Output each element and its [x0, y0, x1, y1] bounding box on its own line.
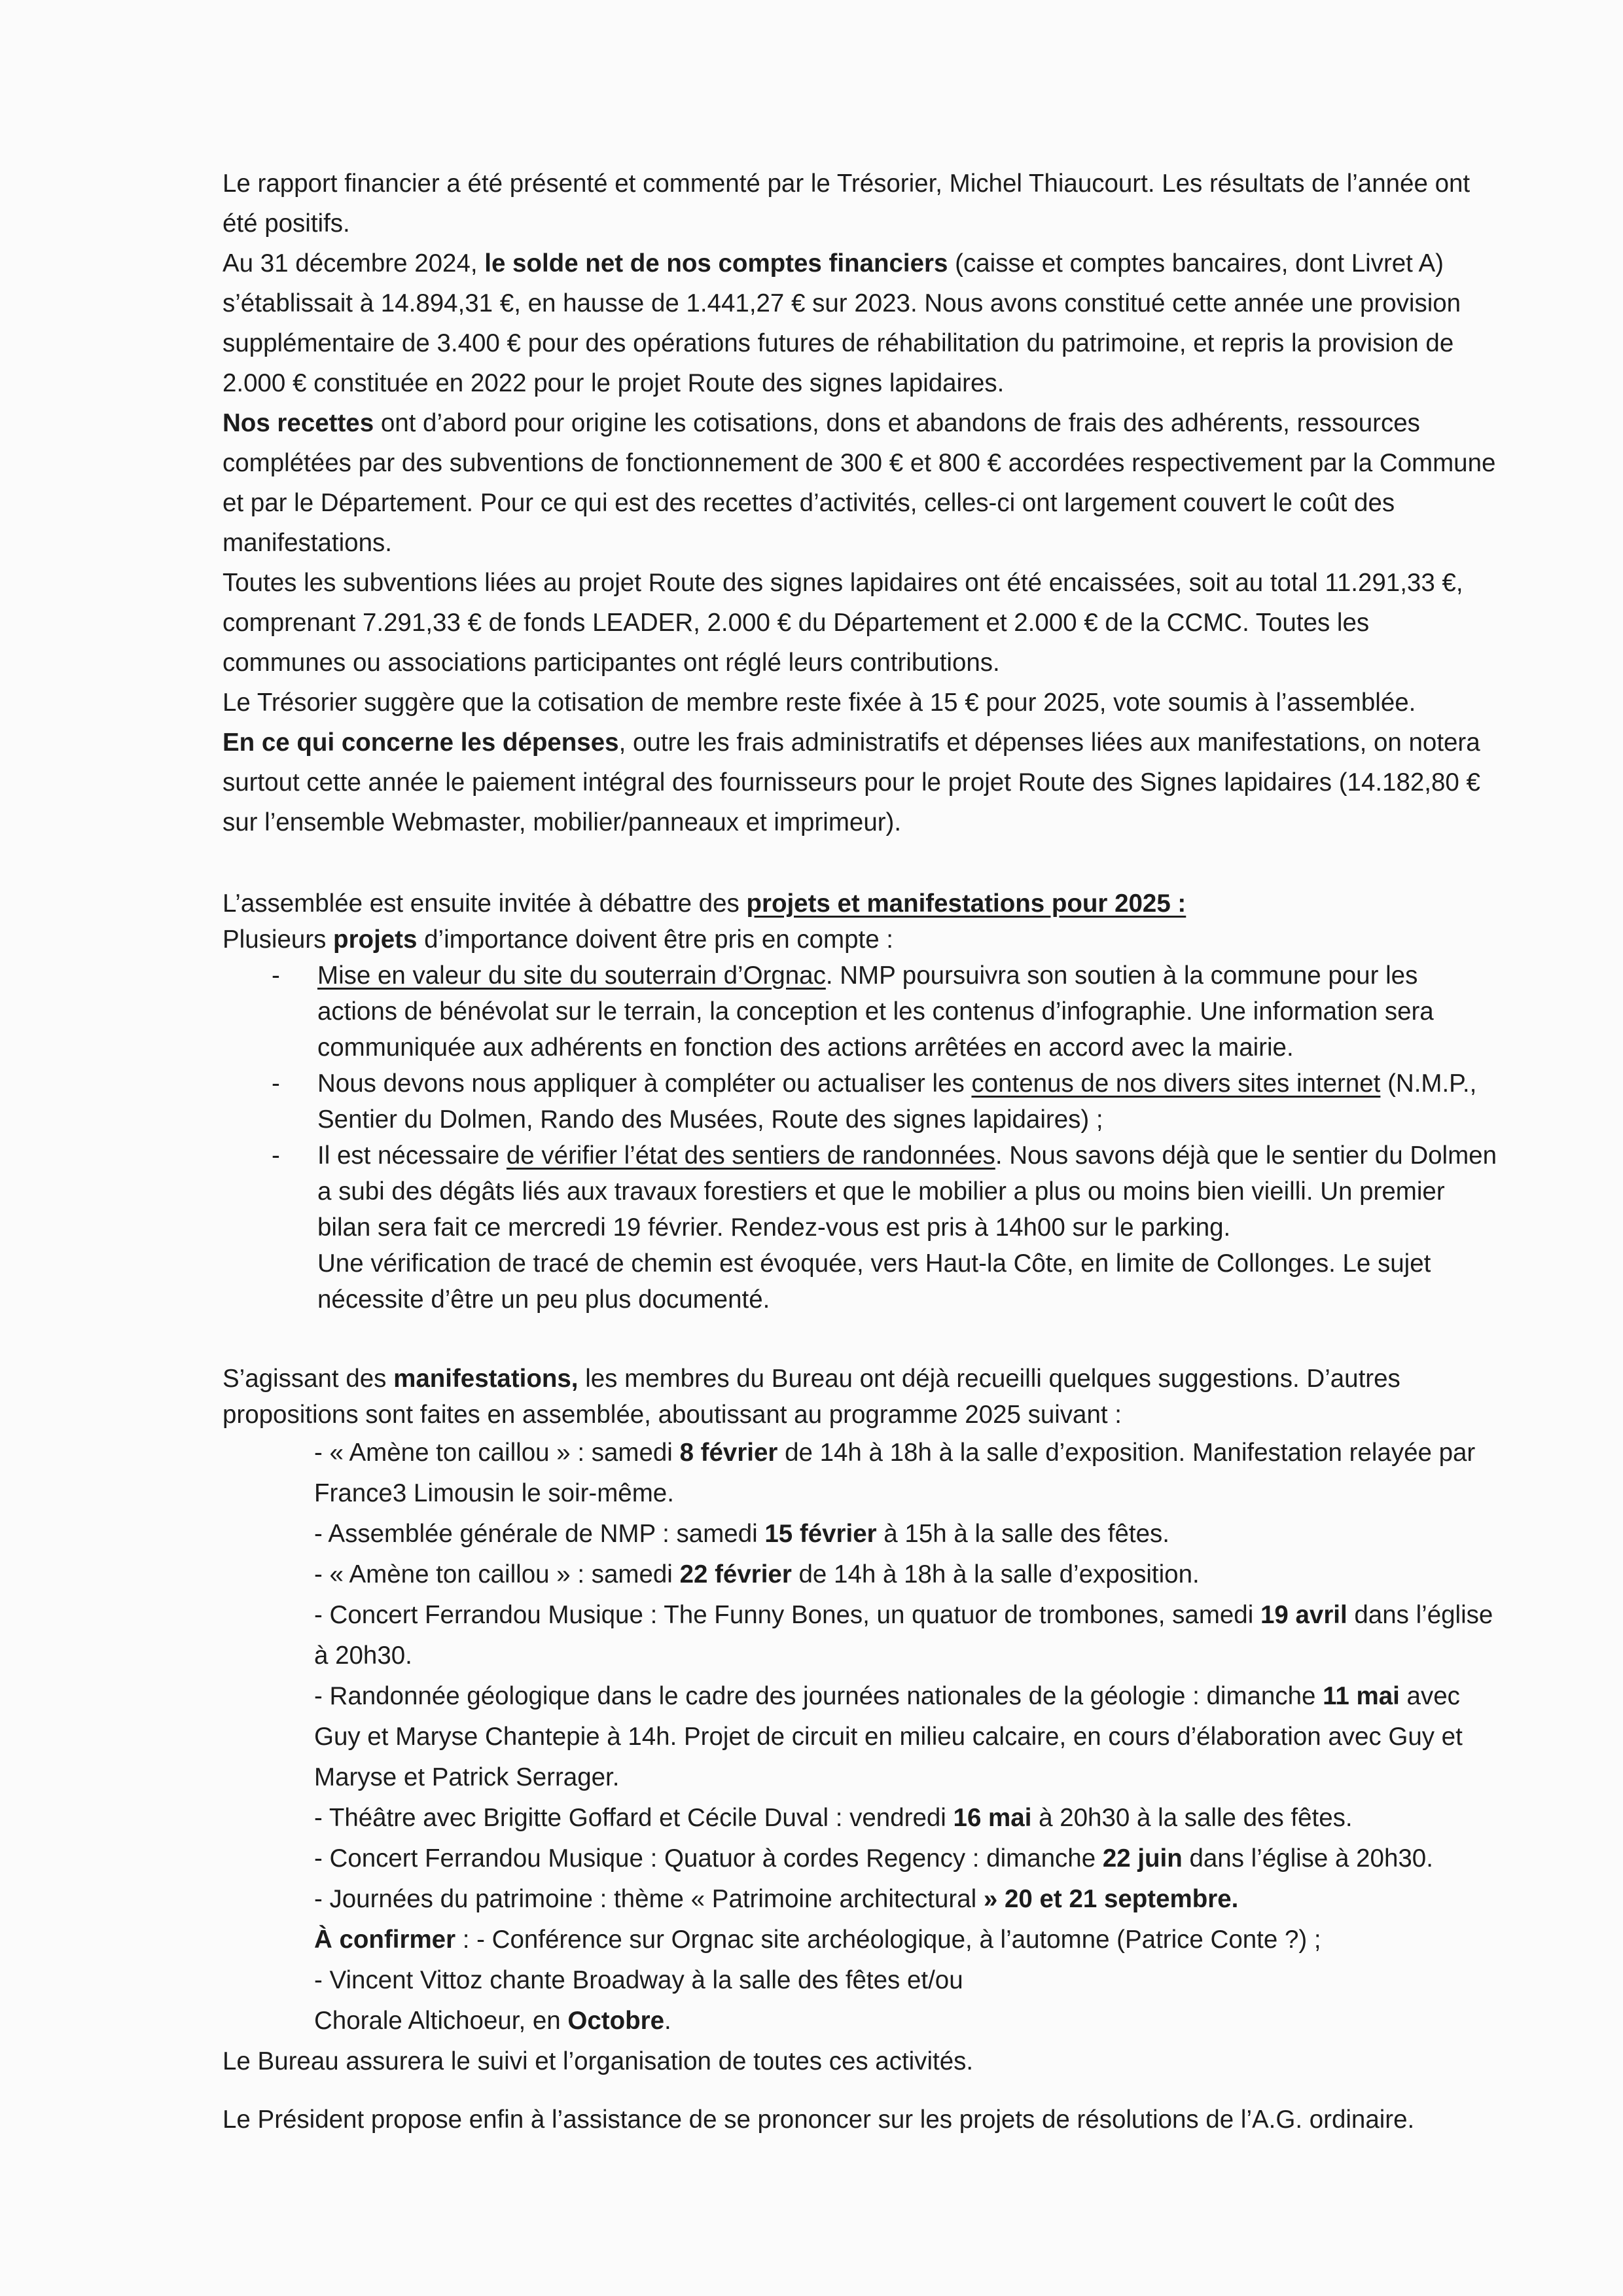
list-item: - « Amène ton caillou » : samedi 8 février de 14h à 18h à la salle d’exposition. Manifestation relayée par France3 Limousin le soir-même.	[314, 1439, 1476, 1507]
bold-text: Nos recettes	[223, 409, 374, 437]
paragraph-balance: Au 31 décembre 2024, le solde net de nos comptes financiers (caisse et comptes bancaires, dont Livret A) s’établissait à 14.894,31 €, en hausse de 1.441,27 € sur 2023. Nous avons constitué cette année une provision supplémentaire de 3.400 € pour des opérations futures de réhabilitation du patrimoine, et repris la provision de 2.000 € constituée en 2022 pour le projet Route des signes lapidaires.	[223, 249, 1461, 397]
bold-text: À confirmer	[314, 1926, 456, 1954]
list-item: - Nous devons nous appliquer à compléter ou actualiser les contenus de nos divers sites internet (N.M.P., Sentier du Dolmen, Rando des Musées, Route des signes lapidaires) ;	[223, 1066, 1499, 1138]
paragraph-bureau-followup: Le Bureau assurera le suivi et l’organisation de toutes ces activités.	[223, 2047, 974, 2075]
list-item: - Mise en valeur du site du souterrain d’Orgnac. NMP poursuivra son soutien à la commune pour les actions de bénévolat sur le terrain, la conception et les contenus d’infographie. Une information sera communiquée aux adhérents en fonction des actions arrêtées en accord avec la mairie.	[223, 958, 1499, 1066]
paragraph-subsidies: Toutes les subventions liées au projet Route des signes lapidaires ont été encaissées, soit au total 11.291,33 €, comprenant 7.291,33 € de fonds LEADER, 2.000 € du Département et 2.000 € de la CCMC. Toutes les communes ou associations participantes ont réglé leurs contributions.	[223, 569, 1463, 677]
events-program	[314, 1433, 1499, 2041]
bold-underlined-text: projets et manifestations pour 2025 :	[746, 889, 1186, 918]
paragraph-projects-intro: L’assemblée est ensuite invitée à débattre des projets et manifestations pour 2025 :	[223, 889, 1186, 918]
events-section	[223, 1361, 1499, 2081]
bold-text: manifestations,	[393, 1365, 579, 1393]
list-item: - Théâtre avec Brigitte Goffard et Cécile Duval : vendredi 16 mai à 20h30 à la salle des fêtes.	[314, 1804, 1353, 1832]
to-confirm-line: - Vincent Vittoz chante Broadway à la salle des fêtes et/ou	[314, 1966, 963, 1994]
list-item: - Assemblée générale de NMP : samedi 15 février à 15h à la salle des fêtes.	[314, 1520, 1169, 1548]
paragraph-financial-intro: Le rapport financier a été présenté et commenté par le Trésorier, Michel Thiaucourt. Les résultats de l’année ont été positifs.	[223, 170, 1471, 238]
list-item: - « Amène ton caillou » : samedi 22 février de 14h à 18h à la salle d’exposition.	[314, 1560, 1200, 1588]
financial-report	[223, 164, 1499, 842]
list-item: - Concert Ferrandou Musique : Quatuor à cordes Regency : dimanche 22 juin dans l’église à 20h30.	[314, 1844, 1433, 1873]
bold-text: projets	[333, 925, 418, 954]
spacer	[223, 1318, 1499, 1361]
bold-text: En ce qui concerne les dépenses	[223, 728, 619, 757]
list-item: - Il est nécessaire de vérifier l’état des sentiers de randonnées. Nous savons déjà que le sentier du Dolmen a subi des dégâts liés aux travaux forestiers et que le mobilier a plus ou moins bien vieilli. Un premier bilan sera fait ce mercredi 19 février. Rendez-vous est pris à 14h00 sur le parking. Une vérification de tracé de chemin est évoquée, vers Haut-la Côte, en limite de Collonges. Le sujet nécessite d’être un peu plus documenté.	[223, 1138, 1499, 1318]
paragraph-revenues: Nos recettes ont d’abord pour origine les cotisations, dons et abandons de frais des adhérents, ressources complétées par des subventions de fonctionnement de 300 € et 800 € accordées respectivement par la Commune et par le Département. Pour ce qui est des recettes d’activités, celles-ci ont largement couvert le coût des manifestations.	[223, 409, 1496, 557]
to-confirm-line: À confirmer : - Conférence sur Orgnac site archéologique, à l’automne (Patrice Conte ?) ;	[314, 1926, 1321, 1954]
to-confirm-line: Chorale Altichoeur, en Octobre.	[314, 2007, 671, 2035]
bold-text: le solde net de nos comptes financiers	[484, 249, 948, 278]
projects-list	[223, 958, 1499, 1318]
list-item: - Concert Ferrandou Musique : The Funny Bones, un quatuor de trombones, samedi 19 avril dans l’église à 20h30.	[314, 1601, 1493, 1670]
paragraph-events-intro: S’agissant des manifestations, les membres du Bureau ont déjà recueilli quelques suggestions. D’autres propositions sont faites en assemblée, aboutissant au programme 2025 suivant :	[223, 1365, 1400, 1429]
list-item: - Randonnée géologique dans le cadre des journées nationales de la géologie : dimanche 11 mai avec Guy et Maryse Chantepie à 14h. Projet de circuit en milieu calcaire, en cours d’élaboration avec Guy et Maryse et Patrick Serrager.	[314, 1682, 1463, 1791]
list-item: - Journées du patrimoine : thème « Patrimoine architectural » 20 et 21 septembre.	[314, 1885, 1239, 1913]
paragraph-projects-intro2: Plusieurs projets d’importance doivent être pris en compte :	[223, 925, 893, 954]
paragraph-expenses: En ce qui concerne les dépenses, outre les frais administratifs et dépenses liées aux manifestations, on notera surtout cette année le paiement intégral des fournisseurs pour le projet Route des Signes lapidaires (14.182,80 € sur l’ensemble Webmaster, mobilier/panneaux et imprimeur).	[223, 728, 1480, 836]
paragraph-president-proposal: Le Président propose enfin à l’assistance de se prononcer sur les projets de résolutions de l’A.G. ordinaire.	[223, 2106, 1415, 2134]
projects-section	[223, 886, 1499, 1318]
paragraph-membership-fee: Le Trésorier suggère que la cotisation de membre reste fixée à 15 € pour 2025, vote soumis à l’assemblée.	[223, 689, 1416, 717]
spacer	[223, 2081, 1499, 2100]
spacer	[223, 842, 1499, 886]
